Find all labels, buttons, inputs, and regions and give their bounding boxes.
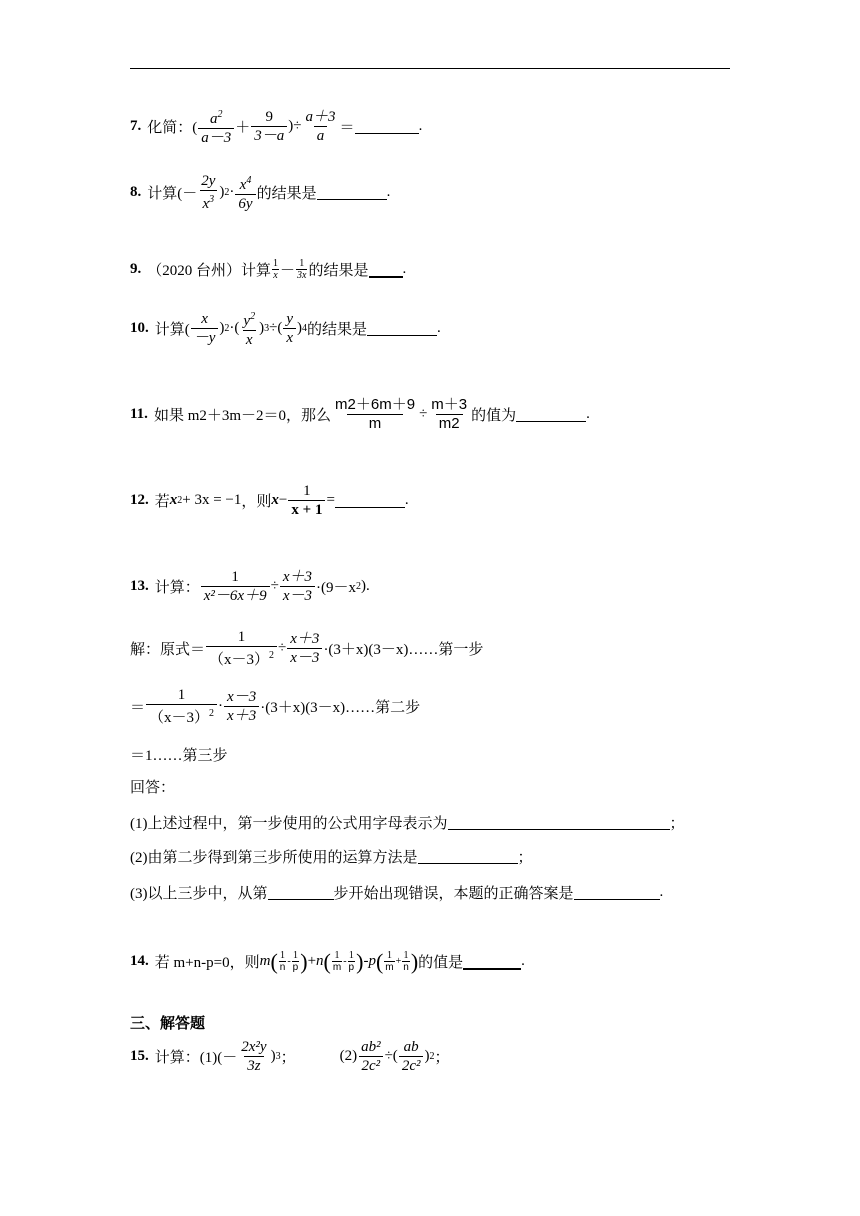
fraction: $\frac{x}{-y}$ (191, 310, 219, 347)
answer-blank[interactable] (448, 815, 670, 830)
question-number: 15. (130, 1048, 149, 1064)
solution-step-2: ＝ $\frac{1}{(x-3)^2}$ · $\frac{x-3}{x+3}$ ·(3＋x)(3－x)……第二步 (130, 687, 421, 726)
question-number: 8. (130, 184, 142, 200)
question-text: （2020 台州）计算 (147, 263, 272, 279)
header-rule (130, 68, 730, 69)
fraction: $\frac{x^4}{6y}$ (235, 172, 255, 213)
fraction: $\frac{a^2}{a-3}$ (198, 106, 234, 147)
question-number: 10. (130, 320, 149, 336)
question-text: 若 (154, 494, 170, 510)
fraction: $\frac{1}{x}$ (273, 258, 279, 281)
question-number: 14. (130, 953, 149, 969)
answer-blank[interactable] (463, 954, 521, 970)
question-8: 8. 计算(－ $\frac{2y}{x^3}$ ) 2 · $\frac{x^4}{6y}$ 的结果是 . (130, 173, 391, 212)
sub-question-3: (3)以上三步中，从第 步开始出现错误，本题的正确答案是 . (130, 884, 664, 902)
sub-question-2: (2)由第二步得到第三步所使用的运算方法是 ； (130, 850, 533, 866)
answer-blank[interactable] (367, 321, 437, 336)
question-text: 若 m+n-p=0，则 (154, 955, 260, 971)
fraction: $\frac{ab}{\text{2c²}}$ (399, 1038, 424, 1075)
question-9: 9. （2020 台州）计算 $\frac{1}{x}$ － $\frac{1}{3x}$ 的结果是 . (130, 258, 407, 281)
question-7: 7. 化简：( $\frac{a^2}{a-3}$ ＋ $\frac{9}{3-a}$ )÷ $\frac{a+3}{a}$ ＝ . (130, 106, 422, 147)
fraction: $\frac{x-3}{x+3}$ (224, 688, 259, 725)
fraction: $\frac{x+3}{x-3}$ (287, 630, 322, 667)
fraction: $\frac{m2+6m+9}{m}$ (335, 396, 416, 432)
fraction: $\frac{m+3}{m2}$ (431, 396, 468, 432)
fraction: $\frac{y^2}{x}$ (243, 311, 256, 348)
sub-question-1: (1)上述过程中，第一步使用的公式用字母表示为 ； (130, 816, 685, 832)
answer-blank[interactable] (317, 185, 387, 200)
question-number: 7. (130, 118, 142, 134)
question-15: 15. 计算：(1)(－ $\frac{\text{2x²y}}{3z}$ ) 3 ； (2) $\frac{\text{ab²}}{\text{2c²}}$ ÷( $\frac{ab}{\text{2c²}}$ ) 2 ； (130, 1039, 450, 1074)
fraction: $\frac{1}{\text{x²－6x＋9}}$ (201, 568, 270, 605)
fraction: $\frac{1}{(x-3)^2}$ (146, 686, 217, 727)
question-number: 13. (130, 578, 149, 594)
fraction: $\frac{1}{x + 1}$ (288, 482, 325, 519)
question-text: 如果 m2＋3m－2＝0，那么 (153, 408, 332, 424)
fraction: $\frac{x+3}{x-3}$ (280, 568, 315, 605)
answer-blank[interactable] (369, 262, 403, 278)
fraction: $\frac{9}{3-a}$ (251, 108, 287, 145)
question-14: 14. 若 m+n-p=0，则 m ( $\frac{1}{n}$ - $\frac{1}{p}$ ) + n ( $\frac{1}{m}$ - $\frac{1}{p}$ ) - p ( $\frac{1}{m}$ + $\frac{1}{n}$ ) 的值是 . (130, 948, 525, 974)
question-text: 化简：( (147, 120, 198, 136)
question-10: 10. 计算( $\frac{x}{-y}$ ) 2 ·( $\frac{y^2}{x}$ ) 3 ÷( $\frac{y}{x}$ ) 4 的结果是 . (130, 308, 441, 349)
answer-blank[interactable] (335, 493, 405, 508)
answer-blank[interactable] (268, 885, 334, 900)
question-13: 13. 计算： $\frac{1}{\text{x²－6x＋9}}$ ÷ $\frac{x+3}{x-3}$ ·(9－x 2 ). (130, 569, 370, 604)
answer-label: 回答： (130, 780, 176, 796)
answer-blank[interactable] (574, 885, 660, 900)
fraction: $\frac{1}{3x}$ (297, 258, 307, 281)
question-number: 12. (130, 492, 149, 508)
fraction: $\frac{y}{x}$ (283, 310, 296, 347)
solution-step-1: 解：原式＝ $\frac{1}{(x-3)^2}$ ÷ $\frac{x+3}{x-3}$ ·(3＋x)(3－x)……第一步 (130, 629, 484, 668)
fraction: $\frac{1}{(x-3)^2}$ (206, 628, 277, 669)
question-text: 计算(－ (147, 186, 198, 202)
section-heading: 三、解答题 (130, 1015, 206, 1032)
solution-step-3: ＝1……第三步 (130, 748, 228, 764)
question-12: 12. 若 x 2 + 3x = −1 ，则 x − $\frac{1}{x + 1}$ = . (130, 483, 409, 518)
question-number: 11. (130, 406, 148, 422)
fraction: $\frac{a+3}{a}$ (305, 109, 336, 144)
answer-blank[interactable] (418, 849, 518, 864)
question-text: 计算( (154, 322, 190, 338)
answer-blank[interactable] (355, 119, 419, 134)
question-11: 11. 如果 m2＋3m－2＝0，那么 $\frac{m2+6m+9}{m}$ ÷ $\frac{m+3}{m2}$ 的值为 . (130, 396, 590, 432)
question-text: 计算： (154, 580, 200, 596)
question-number: 9. (130, 261, 142, 277)
answer-blank[interactable] (516, 407, 586, 422)
question-text: 计算：(1)(－ (154, 1050, 238, 1066)
fraction: $\frac{\text{ab²}}{\text{2c²}}$ (358, 1038, 384, 1075)
fraction: $\frac{2y}{x^3}$ (201, 173, 216, 212)
fraction: $\frac{\text{2x²y}}{3z}$ (241, 1039, 267, 1074)
